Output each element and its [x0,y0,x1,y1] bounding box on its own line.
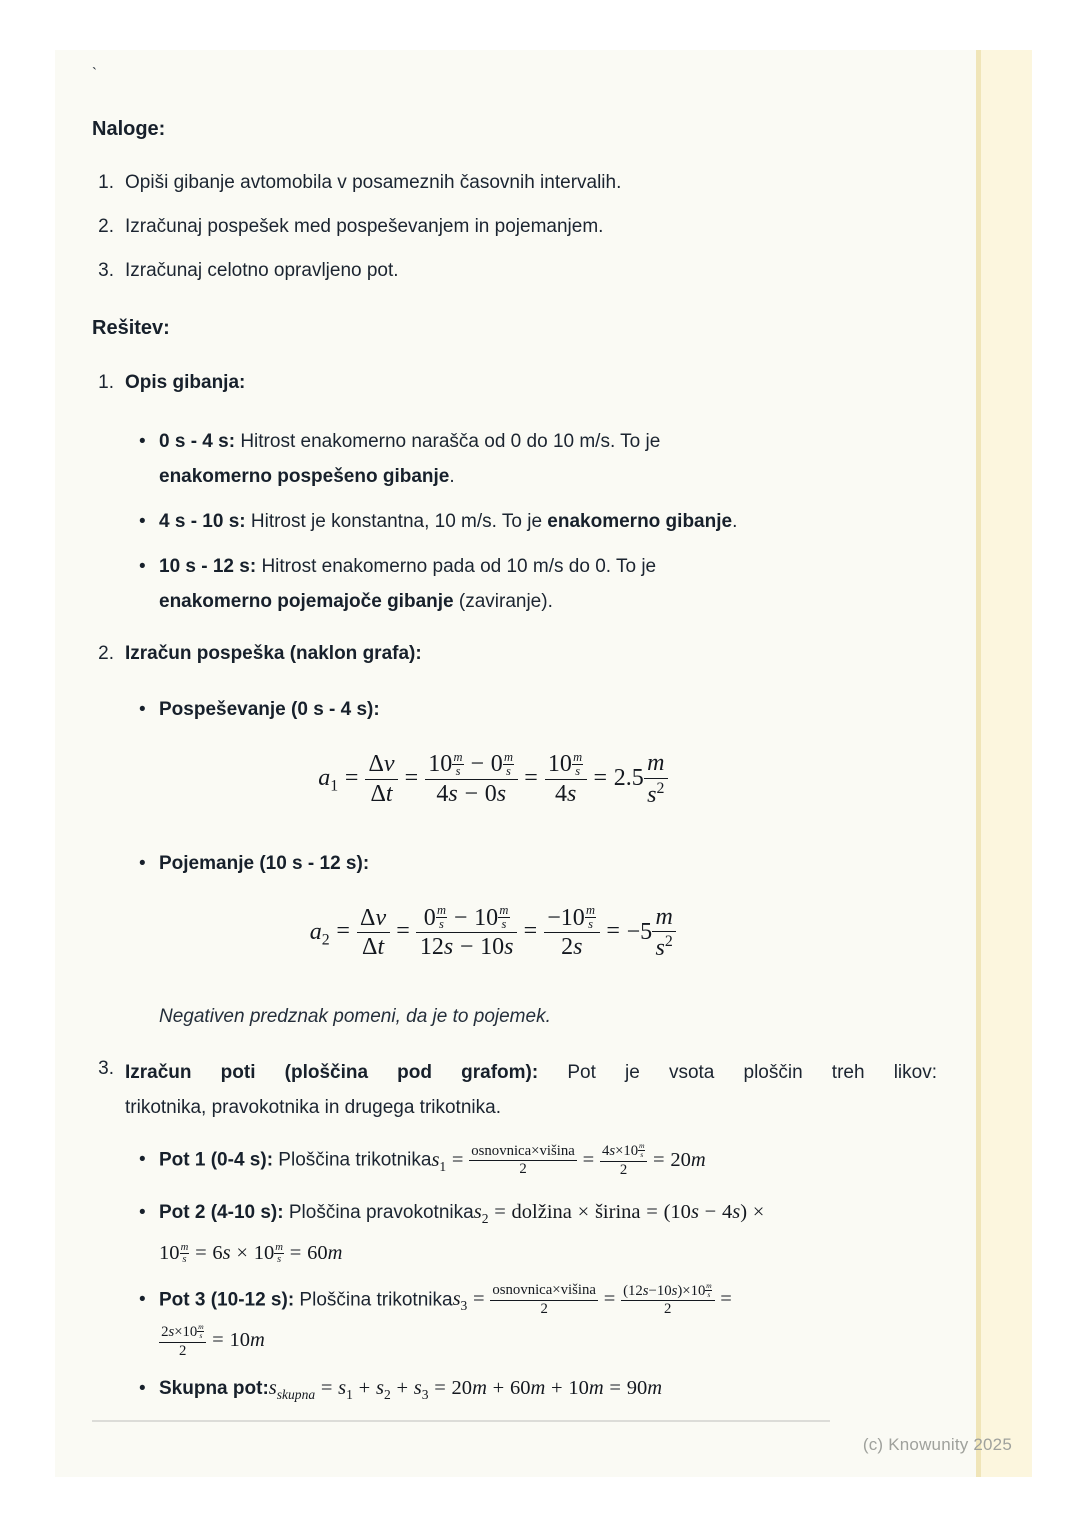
bullet-line: • Pospeševanje (0 s - 4 s): [159,699,380,720]
section-heading: Izračun pospeška (naklon grafa): [125,643,422,664]
section-number: 1. [98,372,114,393]
bullet-line: • Skupna $pot:s_{skupna} = s_1 + s_2 + s_3 = 20m + 60m + 10m = 90m$ [159,1377,663,1403]
item-text: Izračunaj pospešek med pospeševanjem in pojemanjem. [125,216,604,237]
bullet-line: • Pojemanje (10 s - 12 s): [159,852,370,874]
stray-backtick: ` [92,65,97,82]
item-number: 1. [98,172,114,193]
document-page [55,50,1032,1477]
pot-bullet-list [125,1142,937,1412]
naloge-list [92,169,937,285]
item-text: Opiši gibanje avtomobila v posameznih časovnih intervalih. [125,172,622,193]
opis-bullet-list [125,424,937,619]
bullet-line: enakomerno pojemajoče gibanje (zaviranje). [159,591,553,612]
naloge-item-1 [92,169,937,197]
bullet-skupna-pot [125,1371,937,1412]
resitev-section-izracun-pospeska [92,640,937,1034]
bullet-pot-3 [125,1282,937,1361]
bullet-line: • 4 s - 10 s: Hitrost je konstantna, 10 m/s. To je enakomerno gibanje. [159,511,738,532]
section-number: 3. [98,1058,114,1080]
section-heading: Opis gibanja: [125,372,246,393]
bullet-line: • Pot 1 (0-4 s): Ploščina trikotnikas$_1$ = osnovnica×višina 2 = 4s×10 $\frac{m}{s}$ 2 = 20m [159,1141,706,1178]
formula-deceleration: $a_2$ = $\frac{\Delta v}{\Delta t}$ = 0 $\frac{m}{s}$ − 10 $\frac{m}{s}$ 12s − 10s = −10 $\frac{m}{s}$ 2s = −5 $\frac{m}{s^2}$ [159,903,937,964]
item-number: 2. [98,216,114,237]
pospesek-bullet-list [125,692,937,1034]
naloge-item-3 [92,257,937,285]
bullet-pospesevanje [125,692,937,810]
bullet-pojemanje [125,846,937,1035]
formula-acceleration: $a_1$ = $\frac{\Delta v}{\Delta t}$ = 10 $\frac{m}{s}$ − 0 $\frac{m}{s}$ 4s − 0s = 10 $\frac{m}{s}$ 4s = 2.5 $\frac{m}{s^2}$ [159,749,937,810]
naloge-title: Naloge: [92,118,166,140]
section-heading-line2: trikotnika, pravokotnika in drugega trikotnika. [125,1097,501,1119]
bullet-interval-10-12 [125,549,937,619]
page-content [55,50,1032,1422]
note-negative-sign: Negativen predznak pomeni, da je to pojemek. [159,1006,551,1028]
naloge-item-2 [92,213,937,241]
bullet-line: enakomerno pospešeno gibanje. [159,466,455,487]
bullet-pot-1 [125,1142,937,1183]
item-number: 3. [98,260,114,281]
resitev-section-opis-gibanja [92,369,937,619]
bullet-line: • Pot 3 (10-12 s): Ploščina trikotnikas$_3$ = osnovnica×višina 2 = (12s−10s)×10 $\frac{m}{s}$ 2 = [159,1280,732,1318]
section-number: 2. [98,643,114,664]
resitev-title: Rešitev: [92,317,170,339]
bullet-pot-2 [125,1195,937,1271]
section-heading-line1: Izračun poti (ploščina pod grafom): Pot je vsota ploščin treh likov: [125,1062,937,1084]
bullet-interval-4-10 [125,504,937,539]
item-text: Izračunaj celotno opravljeno pot. [125,260,399,281]
bullet-line: • 10 s - 12 s: Hitrost enakomerno pada od 10 m/s do 0. To je [159,556,657,577]
divider [92,1420,830,1422]
bullet-line: • Pot 2 (4-10 s): Ploščina pravokotnikas$_2$ = dolžina × širina = (10s − 4s) × [159,1200,765,1226]
bullet-line: • 0 s - 4 s: Hitrost enakomerno narašča od 0 do 10 m/s. To je [159,431,661,452]
bullet-line: 10 $\frac{m}{s}$ = 6s × 10 $\frac{m}{s}$ = 60m [159,1240,343,1265]
footer-credit: (c) Knowunity 2025 [862,1435,1012,1454]
resitev-section-izracun-poti [92,1055,937,1412]
bullet-line: 2s×10 $\frac{m}{s}$ 2 = 10m [159,1323,937,1360]
bullet-interval-0-4 [125,424,937,494]
resitev-list [92,369,937,1412]
